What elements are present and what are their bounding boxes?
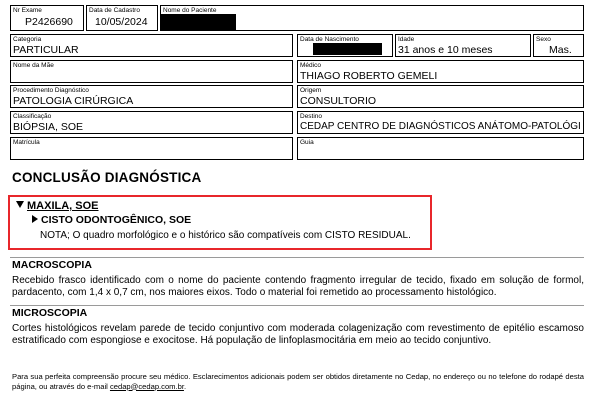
diagnosis-line bbox=[32, 214, 191, 226]
birth-date-label: Data de Nascimento bbox=[300, 36, 359, 43]
age-value: 31 anos e 10 meses bbox=[398, 44, 493, 56]
diagnosis-text: CISTO ODONTOGÊNICO, SOE bbox=[41, 214, 192, 226]
destination-value: CEDAP CENTRO DE DIAGNÓSTICOS ANÁTOMO-PATOLÓGI bbox=[300, 121, 581, 132]
sex-value: Mas. bbox=[549, 44, 572, 56]
microscopy-divider bbox=[10, 305, 584, 306]
note-text: NOTA; O quadro morfológico e o histórico são compatíveis com CISTO RESIDUAL. bbox=[40, 230, 411, 241]
age-field bbox=[395, 34, 531, 57]
patient-name-redaction bbox=[161, 14, 236, 30]
expand-triangle-icon[interactable] bbox=[32, 215, 38, 223]
destination-label: Destino bbox=[300, 113, 323, 120]
macroscopy-title: MACROSCOPIA bbox=[12, 259, 92, 271]
macroscopy-divider bbox=[10, 257, 584, 258]
guide-field bbox=[297, 137, 584, 160]
category-value: PARTICULAR bbox=[13, 44, 79, 56]
classification-value: BIÓPSIA, SOE bbox=[13, 121, 84, 133]
register-date-field bbox=[86, 5, 158, 31]
register-date-label: Data de Cadastro bbox=[89, 7, 140, 14]
age-label: Idade bbox=[398, 36, 415, 43]
registration-field bbox=[10, 137, 293, 160]
patient-name-field bbox=[160, 5, 584, 31]
sex-label: Sexo bbox=[536, 36, 551, 43]
classification-label: Classificação bbox=[13, 113, 52, 120]
category-field bbox=[10, 34, 293, 57]
site-line bbox=[16, 200, 99, 212]
collapse-triangle-icon[interactable] bbox=[16, 201, 24, 208]
origin-value: CONSULTORIO bbox=[300, 95, 377, 107]
exam-number-field bbox=[10, 5, 84, 31]
microscopy-title: MICROSCOPIA bbox=[12, 307, 88, 319]
category-label: Categoria bbox=[13, 36, 42, 43]
footer-end: . bbox=[183, 381, 187, 391]
procedure-label: Procedimento Diagnóstico bbox=[13, 87, 89, 94]
footer-text: Para sua perfeita compreensão procure seu médico. Esclarecimentos adicionais podem ser obtidos diretamente no Cedap, no endereço ou no telefone do rodapé desta página, ou através do e-mail bbox=[12, 372, 584, 391]
exam-number-label: Nr Exame bbox=[13, 7, 42, 14]
mother-name-field bbox=[10, 60, 293, 83]
origin-field bbox=[297, 85, 584, 108]
origin-label: Origem bbox=[300, 87, 322, 94]
microscopy-text: Cortes histológicos revelam parede de tecido conjuntivo com moderada colagenização com revestimento de epitélio escamoso estratificado com espongiose e exocitose. Há população de linfoplasmocitária em meio ao tecido conjuntivo. bbox=[12, 323, 584, 347]
birth-date-field bbox=[297, 34, 393, 57]
conclusion-title: CONCLUSÃO DIAGNÓSTICA bbox=[12, 170, 202, 185]
birth-date-redaction bbox=[313, 43, 382, 55]
registration-label: Matrícula bbox=[13, 139, 40, 146]
contact-email-link[interactable]: cedap@cedap.com.br bbox=[109, 381, 184, 391]
mother-name-label: Nome da Mãe bbox=[13, 62, 54, 69]
site-text: MAXILA, SOE bbox=[27, 200, 99, 212]
doctor-value: THIAGO ROBERTO GEMELI bbox=[300, 70, 438, 82]
macroscopy-text: Recebido frasco identificado com o nome do paciente contendo fragmento irregular de tecido, fixado em solução de formol, pardacento, com 1,4 x 0,7 cm, nos maiores eixos. Todo o material foi remetido ao processamento histológico. bbox=[12, 275, 584, 299]
guide-label: Guia bbox=[300, 139, 314, 146]
patient-name-label: Nome do Paciente bbox=[163, 7, 217, 14]
diagnosis-highlight-box bbox=[8, 195, 432, 250]
exam-number-value: P2426690 bbox=[25, 16, 73, 28]
doctor-field bbox=[297, 60, 584, 83]
destination-field bbox=[297, 111, 584, 134]
sex-field bbox=[533, 34, 584, 57]
classification-field bbox=[10, 111, 293, 134]
procedure-value: PATOLOGIA CIRÚRGICA bbox=[13, 95, 134, 107]
doctor-label: Médico bbox=[300, 62, 321, 69]
footer-note bbox=[12, 372, 584, 391]
register-date-value: 10/05/2024 bbox=[95, 16, 148, 28]
procedure-field bbox=[10, 85, 293, 108]
